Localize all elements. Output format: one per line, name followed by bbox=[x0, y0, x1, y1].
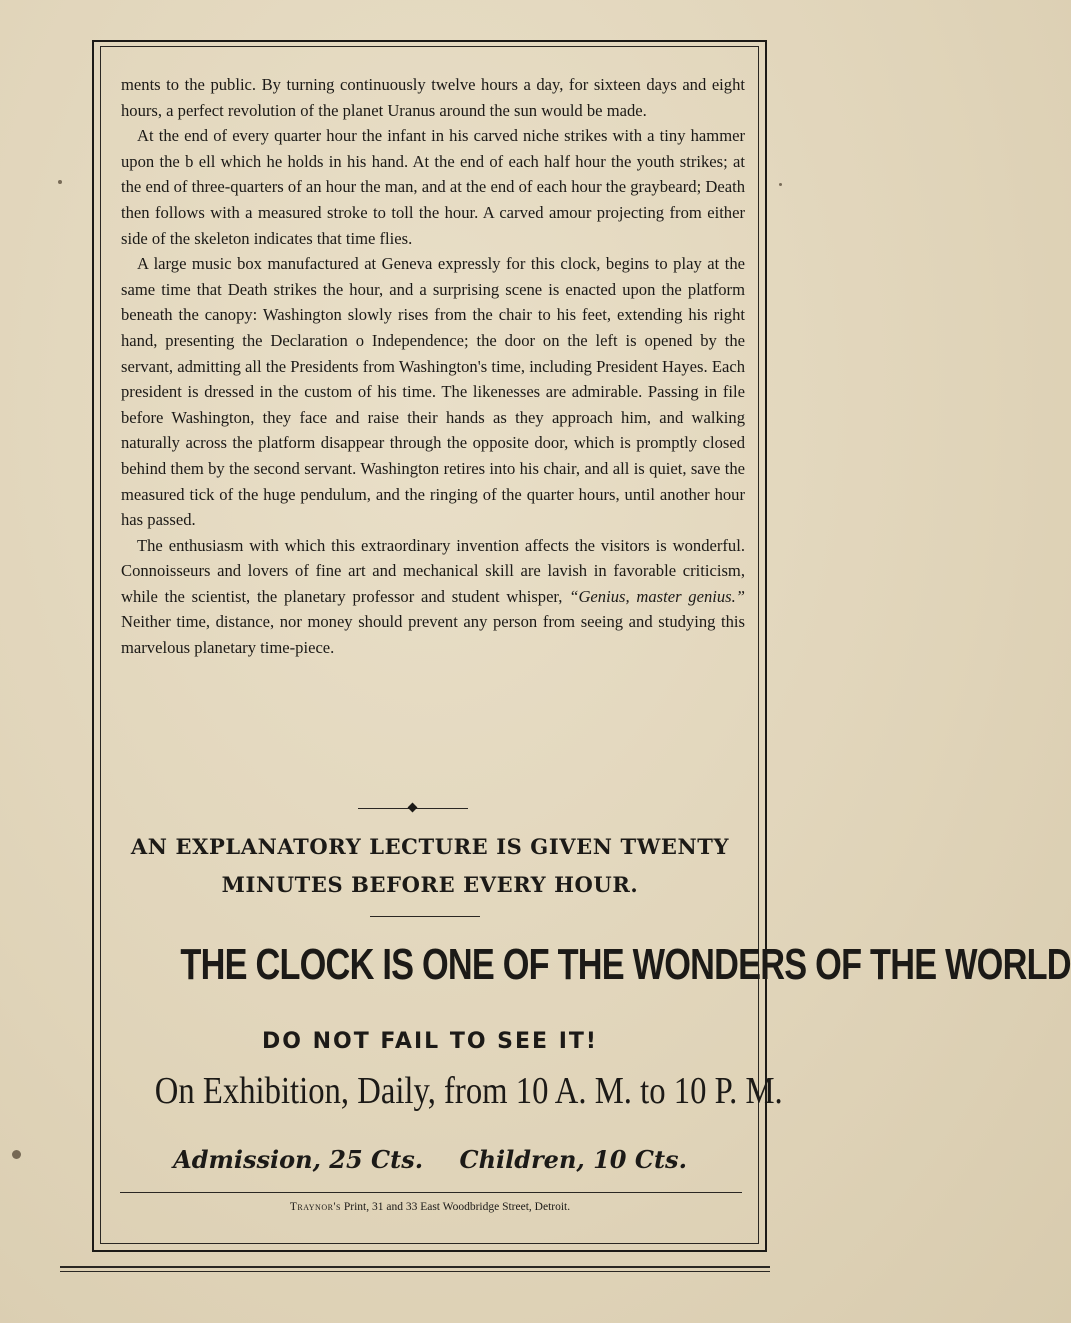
printer-imprint bbox=[110, 1198, 750, 1216]
admission-children: Children, 10 Cts. bbox=[459, 1145, 687, 1174]
footer-rule bbox=[120, 1192, 742, 1193]
printer-name: Traynor's bbox=[289, 1201, 341, 1213]
lecture-line-2: MINUTES BEFORE EVERY HOUR. bbox=[221, 872, 639, 897]
article-body bbox=[121, 72, 745, 661]
admission-adult: Admission, 25 Cts. bbox=[173, 1145, 424, 1174]
bottom-rule-thin bbox=[60, 1271, 770, 1272]
ink-spot-right bbox=[779, 183, 782, 186]
paragraph-enthusiasm bbox=[121, 533, 745, 661]
lecture-line-1: AN EXPLANATORY LECTURE IS GIVEN TWENTY bbox=[130, 834, 730, 859]
enthusiasm-text-end: Neither time, distance, nor money should prevent any person from seeing and studying this marvelous planetary time-piece. bbox=[121, 612, 745, 658]
exhibition-hours: On Exhibition, Daily, from 10 A. M. to 10 P. M. bbox=[154, 1070, 783, 1112]
bottom-rule bbox=[60, 1266, 770, 1268]
lecture-notice bbox=[110, 828, 750, 904]
headline: THE CLOCK IS ONE OF THE WONDERS OF THE WORLD bbox=[180, 940, 1071, 989]
paragraph-music-box: A large music box manufactured at Geneva expressly for this clock, begins to play at the same time that Death strikes the hour, and a surprising scene is enacted upon the platform beneath the canopy: Washington slowly rises from the chair to his feet, extending his right hand, presenting the Declaration o Independence; the door on the left is opened by the servant, admitting all the Presidents from Washington's time, including President Hayes. Each president is dressed in the custom of his time. The likenesses are admirable. Passing in file before Washington, they face and raise their hands as they approach him, and walking naturally across the platform disappear through the opposite door, which is promptly closed behind them by the second servant. Washington retires into his chair, and all is quiet, save the measured tick of the huge pendulum, and the ringing of the quarter hours, until another hour has passed. bbox=[121, 254, 745, 530]
enthusiasm-text-start: The enthusiasm with which this extraordinary invention affects the visitors is wonderful. Connoisseurs and lovers of fine art and mechanical skill are lavish in favorable criticism, while the scientist, the planetary professor and student whisper, bbox=[121, 535, 745, 606]
do-not-fail-notice: DO NOT FAIL TO SEE IT! bbox=[262, 1029, 598, 1054]
ink-spot-left bbox=[12, 1150, 21, 1159]
paragraph-uranus: ments to the public. By turning continuously twelve hours a day, for sixteen days and eight hours, a perfect revolution of the planet Uranus around the sun would be made. bbox=[121, 75, 745, 120]
paragraph-quarter-hour: At the end of every quarter hour the infant in his carved niche strikes with a tiny hammer upon the b ell which he holds in his hand. At the end of each half hour the youth strikes; at the end of three-quarters of an hour the man, and at the end of each hour the graybeard; Death then follows with a measured stroke to toll the hour. A carved amour projecting from either side of the skeleton indicates that time flies. bbox=[121, 126, 745, 248]
admission-prices bbox=[110, 1142, 750, 1178]
section-divider bbox=[370, 916, 480, 917]
ink-spot-small bbox=[58, 180, 62, 184]
genius-quote: “Genius, master genius.” bbox=[569, 586, 746, 606]
printer-address: Print, 31 and 33 East Woodbridge Street, Detroit. bbox=[340, 1201, 571, 1213]
